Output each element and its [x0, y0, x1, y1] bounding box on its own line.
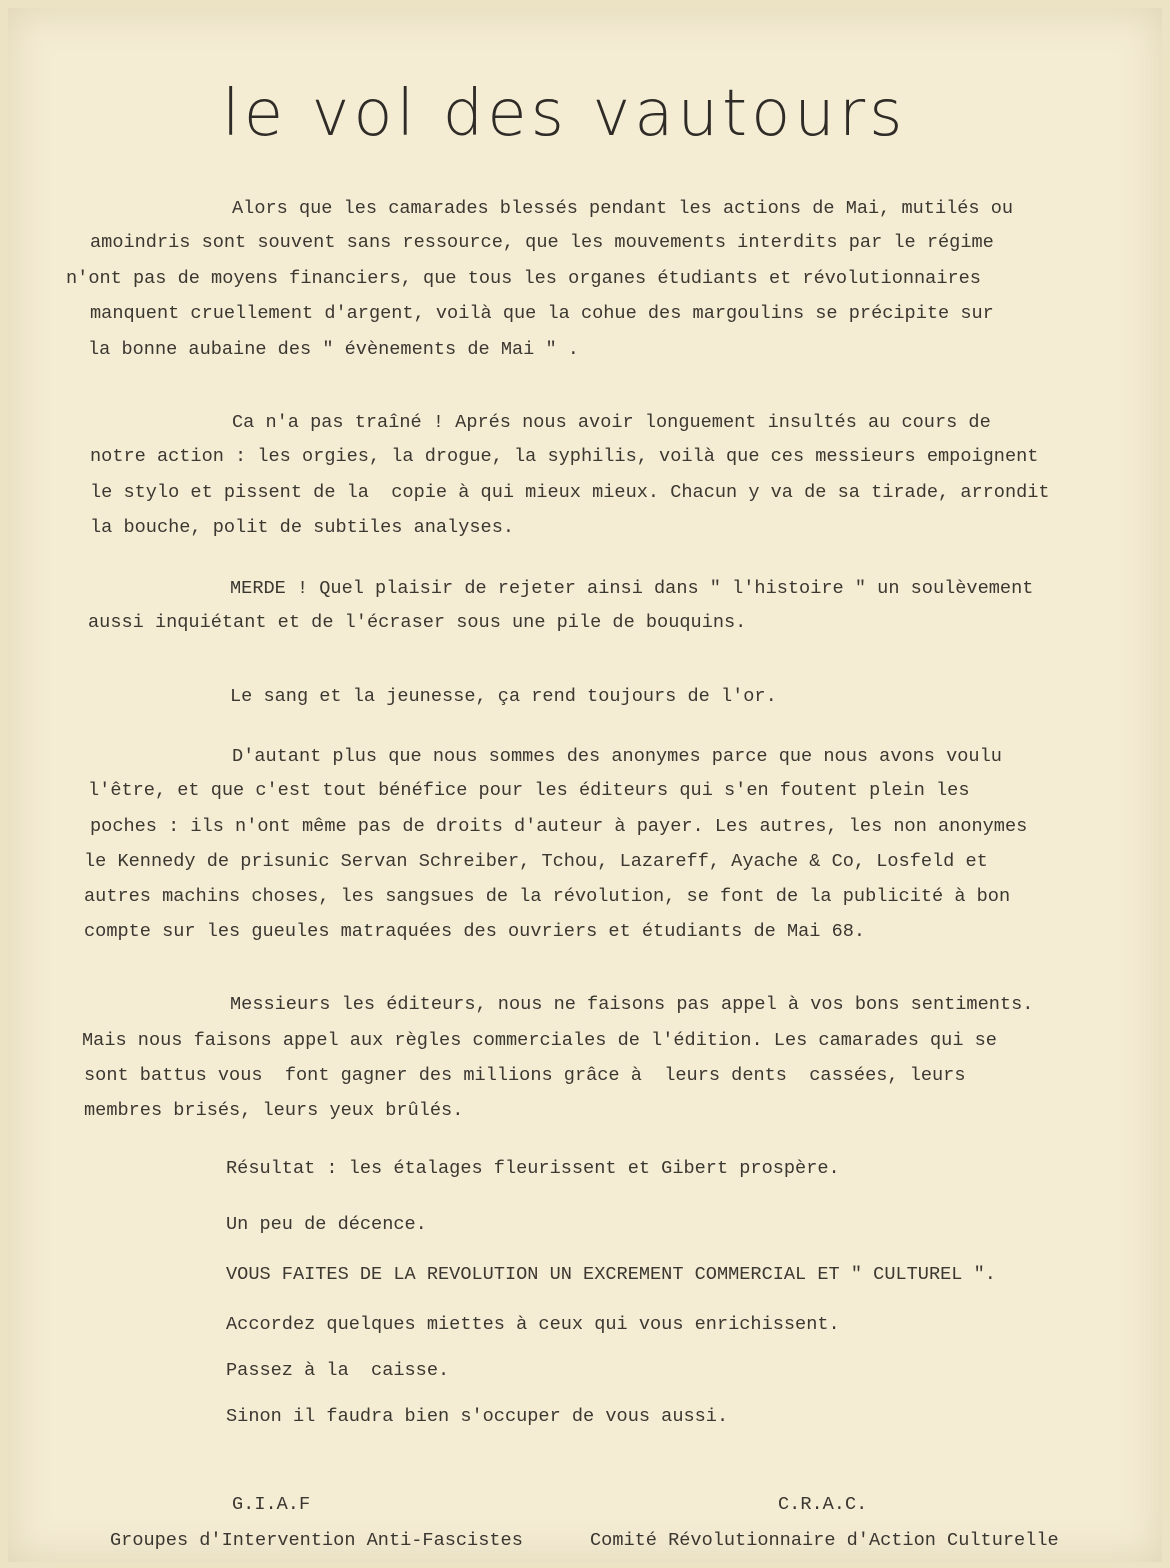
text-line: Ca n'a pas traîné ! Aprés nous avoir longuement insultés au cours de — [232, 412, 991, 433]
text-line: D'autant plus que nous sommes des anonymes parce que nous avons voulu — [232, 746, 1002, 767]
text-line: Mais nous faisons appel aux règles commerciales de l'édition. Les camarades qui se — [82, 1030, 997, 1051]
text-line: autres machins choses, les sangsues de la révolution, se font de la publicité à bon — [84, 886, 1011, 907]
text-line: Un peu de décence. — [226, 1214, 427, 1235]
text-line: Le sang et la jeunesse, ça rend toujours de l'or. — [230, 686, 777, 707]
text-line: MERDE ! Quel plaisir de rejeter ainsi dans " l'histoire " un soulèvement — [230, 578, 1034, 599]
signature-giaf-abbr: G.I.A.F — [232, 1494, 311, 1515]
text-line: aussi inquiétant et de l'écraser sous une pile de bouquins. — [88, 612, 747, 633]
document-title: le vol des vautours — [222, 77, 907, 151]
text-line: l'être, et que c'est tout bénéfice pour les éditeurs qui s'en foutent plein les — [88, 780, 970, 801]
text-line: amoindris sont souvent sans ressource, que les mouvements interdits par le régime — [90, 232, 994, 253]
text-line: sont battus vous font gagner des millions grâce à leurs dents cassées, leurs — [84, 1065, 966, 1086]
text-line: Résultat : les étalages fleurissent et Gibert prospère. — [226, 1158, 840, 1179]
text-line: le stylo et pissent de la copie à qui mieux mieux. Chacun y va de sa tirade, arrondit — [90, 482, 1050, 503]
text-line: n'ont pas de moyens financiers, que tous les organes étudiants et révolutionnaires — [66, 268, 981, 289]
text-line: VOUS FAITES DE LA REVOLUTION UN EXCREMENT COMMERCIAL ET " CULTUREL ". — [226, 1264, 996, 1285]
text-line: Messieurs les éditeurs, nous ne faisons pas appel à vos bons sentiments. — [230, 994, 1034, 1015]
text-line: notre action : les orgies, la drogue, la syphilis, voilà que ces messieurs empoignent — [90, 446, 1039, 467]
signature-giaf-name: Groupes d'Intervention Anti-Fascistes — [110, 1530, 523, 1551]
text-line: le Kennedy de prisunic Servan Schreiber, Tchou, Lazareff, Ayache & Co, Losfeld et — [84, 851, 988, 872]
text-line: manquent cruellement d'argent, voilà que la cohue des margoulins se précipite sur — [90, 303, 994, 324]
text-line: la bouche, polit de subtiles analyses. — [90, 517, 515, 538]
text-line: Passez à la caisse. — [226, 1360, 450, 1381]
text-line: la bonne aubaine des " évènements de Mai " . — [88, 339, 579, 360]
text-line: Sinon il faudra bien s'occuper de vous aussi. — [226, 1406, 729, 1427]
text-line: compte sur les gueules matraquées des ouvriers et étudiants de Mai 68. — [84, 921, 866, 942]
text-line: Alors que les camarades blessés pendant les actions de Mai, mutilés ou — [232, 198, 1014, 219]
signature-crac-abbr: C.R.A.C. — [778, 1494, 868, 1515]
text-line: membres brisés, leurs yeux brûlés. — [84, 1100, 464, 1121]
signature-crac-name: Comité Révolutionnaire d'Action Culturelle — [590, 1530, 1059, 1551]
text-line: Accordez quelques miettes à ceux qui vous enrichissent. — [226, 1314, 840, 1335]
text-line: poches : ils n'ont même pas de droits d'auteur à payer. Les autres, les non anonymes — [90, 816, 1028, 837]
